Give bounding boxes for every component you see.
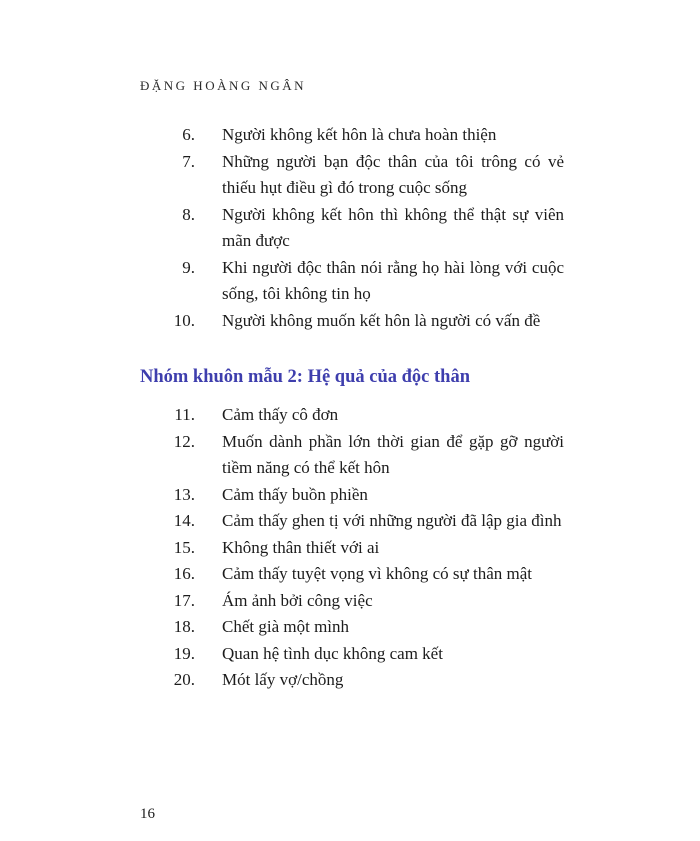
list-item	[140, 122, 564, 149]
item-number: 7.	[182, 151, 195, 171]
item-text: Những người bạn độc thân của tôi trông có vẻ thiếu hụt điều gì đó trong cuộc sống	[222, 151, 564, 197]
item-number: 13.	[173, 484, 195, 504]
list-item	[140, 429, 564, 482]
item-number: 16.	[173, 564, 195, 583]
item-number: 15.	[173, 537, 195, 557]
section-heading: Nhóm khuôn mẫu 2: Hệ quả của độc thân	[140, 367, 470, 387]
list-item	[140, 202, 564, 255]
list-item	[140, 149, 564, 202]
item-text: Người không kết hôn là chưa hoàn thiện	[222, 125, 497, 144]
list-item	[140, 482, 564, 509]
page-number: 16	[140, 806, 155, 822]
item-number: 18.	[173, 617, 195, 636]
list-item	[140, 308, 564, 335]
list-item	[140, 535, 564, 562]
numbered-list-consequences	[140, 402, 564, 694]
item-number: 9.	[182, 257, 195, 277]
item-text: Mót lấy vợ/chồng	[222, 670, 344, 689]
item-number: 17.	[173, 590, 195, 610]
item-number: 11.	[174, 405, 195, 424]
list-item	[140, 561, 564, 588]
item-text: Không thân thiết với ai	[222, 537, 380, 557]
page-content	[140, 0, 564, 694]
list-item	[140, 402, 564, 429]
item-number: 6.	[182, 125, 195, 144]
list-item	[140, 255, 564, 308]
item-text: Người không muốn kết hôn là người có vấn đề	[222, 310, 541, 330]
numbered-list-stereotypes	[140, 122, 564, 334]
item-text: Người không kết hôn thì không thể thật sự viên mãn được	[222, 204, 564, 250]
list-item	[140, 641, 564, 668]
item-text: Muốn dành phần lớn thời gian để gặp gỡ người tiềm năng có thể kết hôn	[222, 431, 564, 477]
running-head-author: ĐẶNG HOÀNG NGÂN	[140, 78, 307, 93]
item-number: 10.	[173, 310, 195, 330]
item-text: Cảm thấy tuyệt vọng vì không có sự thân mật	[222, 564, 532, 583]
item-text: Quan hệ tình dục không cam kết	[222, 643, 443, 663]
item-text: Khi người độc thân nói rằng họ hài lòng với cuộc sống, tôi không tin họ	[222, 257, 564, 303]
item-text: Cảm thấy buồn phiền	[222, 484, 368, 504]
item-text: Cảm thấy ghen tị với những người đã lập gia đình	[222, 511, 562, 530]
item-number: 12.	[173, 431, 195, 451]
list-item	[140, 588, 564, 615]
list-item	[140, 667, 564, 694]
item-number: 14.	[173, 511, 195, 530]
list-item	[140, 508, 564, 535]
item-text: Chết già một mình	[222, 617, 350, 636]
item-number: 8.	[182, 204, 195, 224]
item-text: Cảm thấy cô đơn	[222, 405, 339, 424]
item-text: Ám ảnh bởi công việc	[222, 590, 373, 610]
item-number: 19.	[173, 643, 195, 663]
item-number: 20.	[173, 670, 195, 689]
list-item	[140, 614, 564, 641]
